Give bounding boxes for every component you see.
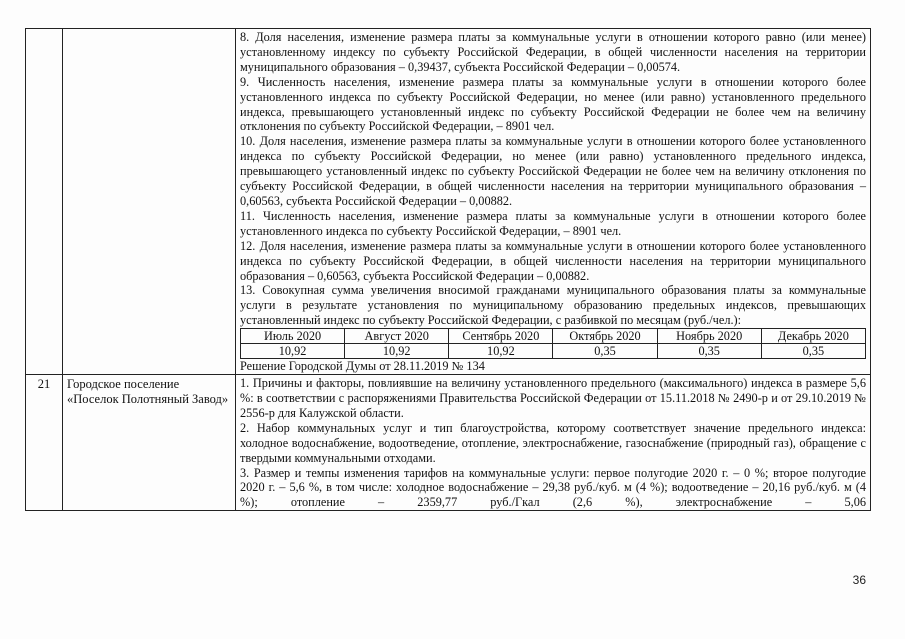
list-item: 1. Причины и факторы, повлиявшие на величину установленного предельного (максимального) индекса в размере 5,6 %: в соответствии с распоряжениями Правительства Российской Федерации от 15.11.2018 № 2490-р и от 29.10.2019 № 2556-р для Калужской области. [240, 376, 866, 420]
month-value: 0,35 [553, 344, 657, 359]
table-row [26, 29, 871, 375]
row-content-cell [236, 29, 871, 375]
month-value: 0,35 [761, 344, 865, 359]
list-item: 2. Набор коммунальных услуг и тип благоустройства, которому соответствует значение предельного индекса: холодное водоснабжение, водоотведение, отопление, электроснабжение, газоснабжение (природный газ), обращение с твердыми коммунальными отходами. [240, 420, 866, 465]
page-number: 36 [852, 573, 866, 587]
table-row [26, 375, 871, 511]
month-header: Октябрь 2020 [553, 329, 657, 344]
month-value: 10,92 [449, 344, 553, 359]
row-content-cell [236, 375, 871, 511]
list-item: 9. Численность населения, изменение размера платы за коммунальные услуги в отношении которого более установленного индекса по субъекту Российской Федерации, но менее (или равно) установленного предельного индекса, превышающего установленный индекс по субъекту Российской Федерации не более чем на величину отклонения по субъекту Российской Федерации, – 8901 чел. [240, 74, 866, 134]
list-item: 13. Совокупная сумма увеличения вносимой гражданами муниципального образования платы за коммунальные услуги в результате установления по муниципальному образованию предельных индексов, превышающих установленный индекс по субъекту Российской Федерации, с разбивкой по месяцам (руб./чел.): [240, 283, 866, 328]
list-item: 8. Доля населения, изменение размера платы за коммунальные услуги в отношении которого равно (или менее) установленному индексу по субъекту Российской Федерации, в общей численности населения на территории муниципального образования – 0,39437, субъекта Российской Федерации – 0,00574. [240, 30, 866, 74]
row-number-cell [26, 29, 63, 375]
list-item: 12. Доля населения, изменение размера платы за коммунальные услуги в отношении которого более установленного индекса по субъекту Российской Федерации, в общей численности населения на территории муниципального образования – 0,60563, субъекта Российской Федерации – 0,00882. [240, 238, 866, 283]
municipality-name: Городское поселение «Поселок Полотняный Завод» [63, 375, 236, 511]
monthly-increase-table [240, 328, 866, 359]
month-header: Июль 2020 [241, 329, 345, 344]
month-header: Сентябрь 2020 [449, 329, 553, 344]
month-value: 10,92 [241, 344, 345, 359]
months-header-row [241, 329, 866, 344]
list-item: 3. Размер и темпы изменения тарифов на коммунальные услуги: первое полугодие 2020 г. – 0 %; второе полугодие 2020 г. – 5,6 %, в том числе: холодное водоснабжение – 29,38 руб./куб. м (4 %); водоотведение – 20,16 руб./куб. м (4 %); отопление – 2359,77 руб./Гкал (2,6 %), электроснабжение – 5,06 [240, 465, 866, 510]
month-value: 10,92 [345, 344, 449, 359]
list-item: 11. Численность населения, изменение размера платы за коммунальные услуги в отношении которого более установленного индекса по субъекту Российской Федерации, – 8901 чел. [240, 208, 866, 238]
decision-reference: Решение Городской Думы от 28.11.2019 № 134 [240, 359, 485, 374]
row-number-cell: 21 [26, 375, 63, 511]
row-name-cell [63, 29, 236, 375]
months-values-row [241, 344, 866, 359]
month-header: Август 2020 [345, 329, 449, 344]
month-header: Декабрь 2020 [761, 329, 865, 344]
month-value: 0,35 [657, 344, 761, 359]
month-header: Ноябрь 2020 [657, 329, 761, 344]
index-table [25, 28, 871, 511]
list-item: 10. Доля населения, изменение размера платы за коммунальные услуги в отношении которого более установленного индекса по субъекту Российской Федерации, но менее (или равно) установленного предельного индекса, превышающего установленный индекс по субъекту Российской Федерации не более чем на величину отклонения по субъекту Российской Федерации, в общей численности населения на территории муниципального образования – 0,60563, субъекта Российской Федерации – 0,00882. [240, 134, 866, 208]
